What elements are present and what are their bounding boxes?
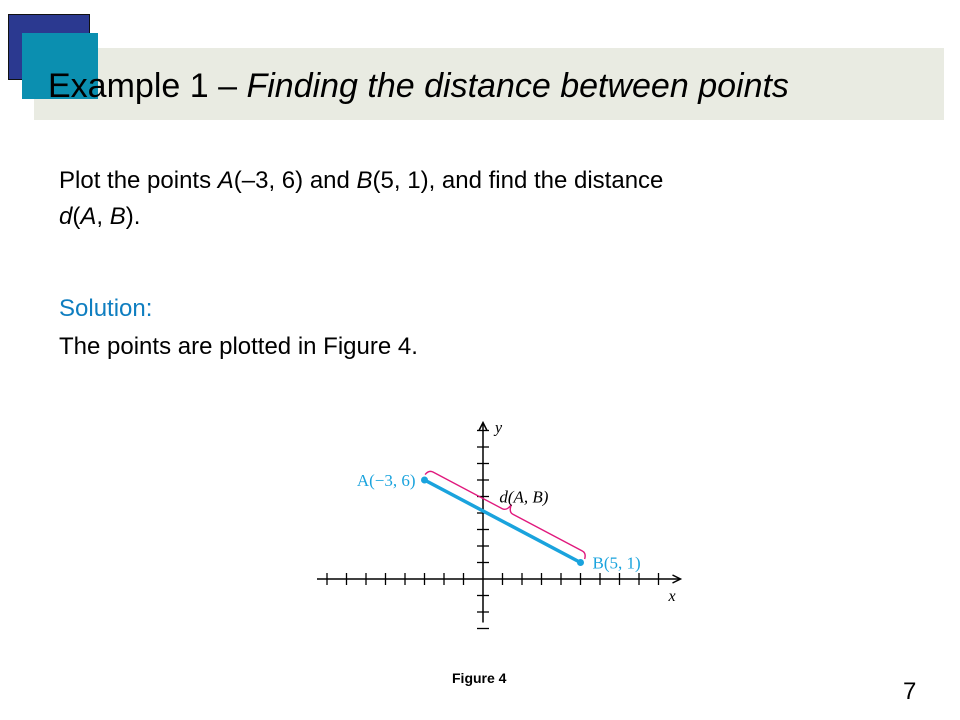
problem-text-1: Plot the points (59, 167, 218, 194)
point-a-label: A(−3, 6) (356, 471, 416, 490)
coordinate-graph (310, 390, 700, 650)
problem-statement (59, 163, 919, 235)
point-a-name-2: A (80, 203, 97, 230)
distance-symbol: d (59, 203, 73, 230)
distance-label: d(A, B) (499, 487, 549, 507)
title-italic: Finding the distance between points (246, 67, 789, 105)
problem-text-5: , (96, 203, 110, 230)
problem-text-6: ). (125, 203, 141, 230)
point-b-name-2: B (109, 203, 126, 230)
point-a-name: A (217, 167, 234, 194)
title-prefix: Example 1 – (48, 67, 247, 105)
slide-title (48, 64, 789, 108)
page-number: 7 (903, 678, 917, 705)
x-axis-label: x (668, 588, 676, 605)
distance-brace (425, 471, 585, 559)
figure-caption: Figure 4 (452, 670, 507, 686)
solution-label: Solution: (59, 295, 153, 322)
point-b-name: B (356, 167, 373, 194)
point-a-marker (421, 477, 428, 484)
problem-text-4: ( (72, 203, 81, 230)
problem-text-2: (–3, 6) and (233, 167, 357, 194)
point-b-marker (577, 559, 584, 566)
solution-text: The points are plotted in Figure 4. (59, 333, 418, 360)
y-axis-label: y (495, 419, 503, 437)
point-b-label: B(5, 1) (592, 553, 641, 573)
problem-text-3: (5, 1), and find the distance (372, 167, 664, 194)
